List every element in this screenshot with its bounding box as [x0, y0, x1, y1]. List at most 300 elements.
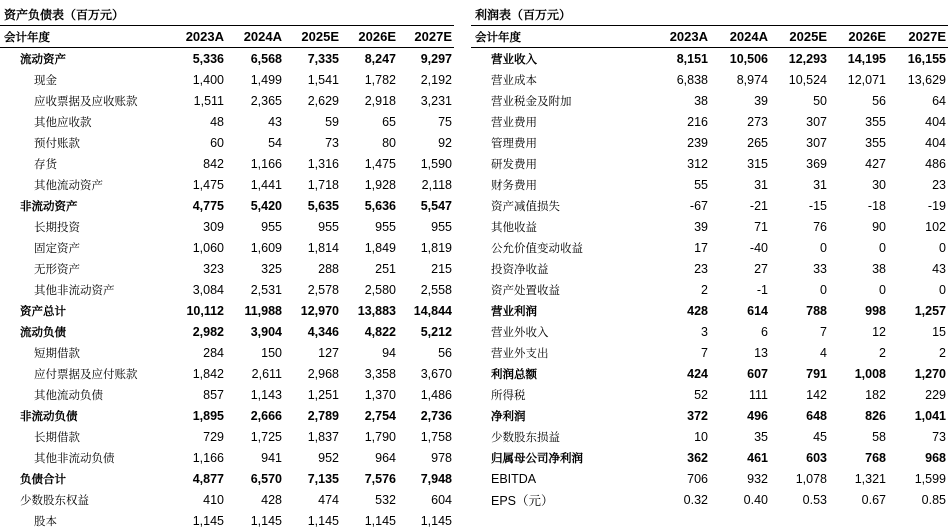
row-value: 6,568 [250, 51, 282, 66]
row-value: 842 [203, 156, 224, 171]
row-value: 65 [382, 114, 396, 129]
row-value: 1,475 [192, 177, 224, 192]
row-value: 39 [694, 219, 708, 234]
table-row [0, 237, 454, 258]
row-value: 1,782 [364, 72, 396, 87]
row-value: 23 [932, 177, 946, 192]
row-value: 1,251 [307, 387, 339, 402]
row-label: 非流动负债 [20, 408, 78, 423]
row-value: 955 [375, 219, 396, 234]
row-value: 355 [865, 114, 886, 129]
row-value: 0 [939, 282, 946, 297]
row-value: 12 [872, 324, 886, 339]
balance-sheet-title: 资产负债表（百万元） [0, 4, 454, 26]
row-value: 6,570 [250, 471, 282, 486]
row-label: 投资净收益 [491, 261, 549, 276]
row-value: 1,790 [364, 429, 396, 444]
row-value: 325 [261, 261, 282, 276]
table-row [471, 90, 948, 111]
row-value: 4,346 [307, 324, 339, 339]
row-value: 6 [761, 324, 768, 339]
row-value: 38 [694, 93, 708, 108]
row-value: 323 [203, 261, 224, 276]
row-label: 其他应收款 [34, 114, 92, 129]
row-value: 1,758 [420, 429, 452, 444]
column-header-label: 会计年度 [471, 26, 654, 48]
row-value: 7,135 [307, 471, 339, 486]
row-value: 15 [932, 324, 946, 339]
row-value: 273 [747, 114, 768, 129]
row-value: 10,112 [186, 303, 224, 318]
row-value: 410 [203, 492, 224, 507]
row-value: 5,336 [192, 51, 224, 66]
row-value: 12,970 [300, 303, 339, 318]
row-label: 短期借款 [34, 345, 80, 360]
row-value: -1 [756, 282, 768, 297]
row-value: 532 [375, 492, 396, 507]
row-value: 648 [806, 408, 827, 423]
row-value: 826 [865, 408, 886, 423]
row-value: -19 [927, 198, 946, 213]
row-value: 315 [747, 156, 768, 171]
row-value: 23 [694, 261, 708, 276]
row-value: 56 [438, 345, 452, 360]
row-value: -21 [749, 198, 768, 213]
row-value: 2,918 [364, 93, 396, 108]
row-value: 0 [820, 240, 827, 255]
row-value: -67 [689, 198, 708, 213]
row-label: 少数股东权益 [20, 492, 89, 507]
row-value: 2 [701, 282, 708, 297]
row-value: 0.40 [743, 492, 768, 507]
row-value: 229 [925, 387, 946, 402]
table-row [0, 426, 454, 447]
income-statement-table [471, 26, 948, 510]
row-label: 非流动资产 [20, 198, 78, 213]
row-value: 369 [806, 156, 827, 171]
row-value: 10,524 [788, 72, 827, 87]
row-value: 372 [687, 408, 708, 423]
row-value: 2,968 [307, 366, 339, 381]
column-header-year: 2027E [398, 26, 454, 48]
row-value: 30 [872, 177, 886, 192]
table-row [0, 69, 454, 90]
row-value: 2,578 [307, 282, 339, 297]
table-row [0, 405, 454, 426]
row-value: 0.53 [802, 492, 827, 507]
column-header-year: 2023A [654, 26, 710, 48]
row-label: 其他收益 [491, 219, 537, 234]
row-value: 964 [375, 450, 396, 465]
row-value: 2 [879, 345, 886, 360]
row-value: 998 [865, 303, 886, 318]
row-value: 614 [747, 303, 768, 318]
row-value: 4,822 [364, 324, 396, 339]
column-header-label: 会计年度 [0, 26, 170, 48]
table-row [0, 111, 454, 132]
table-row [471, 279, 948, 300]
row-value: 50 [813, 93, 827, 108]
row-value: 1,725 [250, 429, 282, 444]
row-value: 8,247 [364, 51, 396, 66]
row-value: 1,078 [795, 471, 827, 486]
row-value: 4,775 [192, 198, 224, 213]
row-value: 5,547 [420, 198, 452, 213]
row-label: 营业外支出 [491, 345, 549, 360]
row-value: 3,084 [192, 282, 224, 297]
table-row [471, 174, 948, 195]
row-value: 142 [806, 387, 827, 402]
row-label: 资产总计 [20, 303, 66, 318]
row-label: 研发费用 [491, 156, 537, 171]
row-value: 239 [687, 135, 708, 150]
row-value: 60 [210, 135, 224, 150]
row-value: 1,145 [250, 513, 282, 528]
row-label: 资产处置收益 [491, 282, 560, 297]
income-statement-title: 利润表（百万元） [471, 4, 948, 26]
table-row [0, 384, 454, 405]
row-value: 428 [261, 492, 282, 507]
row-value: 1,837 [307, 429, 339, 444]
row-value: 1,257 [914, 303, 946, 318]
table-row [471, 48, 948, 70]
row-value: 58 [872, 429, 886, 444]
row-label: 营业费用 [491, 114, 537, 129]
row-value: 284 [203, 345, 224, 360]
row-label: 现金 [34, 72, 57, 87]
row-value: 2,736 [420, 408, 452, 423]
row-value: 1,895 [192, 408, 224, 423]
row-value: 1,145 [192, 513, 224, 528]
row-value: 54 [268, 135, 282, 150]
row-value: 3,904 [250, 324, 282, 339]
row-value: 428 [687, 303, 708, 318]
row-value: 1,400 [192, 72, 224, 87]
column-header-year: 2025E [284, 26, 341, 48]
row-value: 75 [438, 114, 452, 129]
row-label: 无形资产 [34, 261, 80, 276]
row-value: 307 [806, 114, 827, 129]
row-value: 1,270 [914, 366, 946, 381]
row-label: 营业收入 [491, 51, 537, 66]
row-value: 80 [382, 135, 396, 150]
row-value: 7,335 [307, 51, 339, 66]
row-value: 788 [806, 303, 827, 318]
row-value: 14,195 [847, 51, 886, 66]
row-label: 存货 [34, 156, 57, 171]
row-value: 288 [318, 261, 339, 276]
row-label: 营业税金及附加 [491, 93, 572, 108]
row-value: 2,789 [307, 408, 339, 423]
table-row [471, 69, 948, 90]
table-row [0, 489, 454, 510]
row-value: 7 [701, 345, 708, 360]
row-value: 216 [687, 114, 708, 129]
row-value: 952 [318, 450, 339, 465]
row-value: 1,441 [250, 177, 282, 192]
row-value: 604 [431, 492, 452, 507]
header-row [471, 26, 948, 48]
row-value: -15 [808, 198, 827, 213]
table-row [471, 342, 948, 363]
row-value: 607 [747, 366, 768, 381]
row-label: 公允价值变动收益 [491, 240, 583, 255]
table-row [471, 300, 948, 321]
row-value: 35 [754, 429, 768, 444]
table-row [0, 447, 454, 468]
row-label: 营业外收入 [491, 324, 549, 339]
row-value: 55 [694, 177, 708, 192]
row-value: 1,609 [250, 240, 282, 255]
table-row [471, 321, 948, 342]
table-row [471, 384, 948, 405]
table-row [471, 258, 948, 279]
row-value: 2,365 [250, 93, 282, 108]
row-value: 265 [747, 135, 768, 150]
row-value: 496 [747, 408, 768, 423]
row-label: 流动资产 [20, 51, 66, 66]
table-row [471, 216, 948, 237]
column-header-year: 2023A [170, 26, 226, 48]
row-value: 1,599 [914, 471, 946, 486]
row-value: 2,982 [192, 324, 224, 339]
row-value: 362 [687, 450, 708, 465]
row-label: 负债合计 [20, 471, 66, 486]
row-value: 1,718 [307, 177, 339, 192]
row-value: 1,541 [307, 72, 339, 87]
row-value: 7 [820, 324, 827, 339]
row-value: 17 [694, 240, 708, 255]
row-value: 955 [318, 219, 339, 234]
row-label: 资产减值损失 [491, 198, 560, 213]
row-value: 932 [747, 471, 768, 486]
header-row [0, 26, 454, 48]
table-row [0, 510, 454, 531]
row-label: 长期投资 [34, 219, 80, 234]
row-value: 1,008 [854, 366, 886, 381]
row-value: 404 [925, 114, 946, 129]
row-value: 94 [382, 345, 396, 360]
row-value: 71 [754, 219, 768, 234]
row-value: 39 [754, 93, 768, 108]
row-value: 73 [932, 429, 946, 444]
balance-sheet-table [0, 26, 454, 531]
row-value: 1,316 [307, 156, 339, 171]
row-value: 27 [754, 261, 768, 276]
income-statement-panel [471, 4, 948, 510]
balance-sheet-panel [0, 4, 454, 531]
table-row [471, 447, 948, 468]
row-value: 127 [318, 345, 339, 360]
row-value: 4 [820, 345, 827, 360]
row-value: 355 [865, 135, 886, 150]
column-header-year: 2025E [770, 26, 829, 48]
row-value: 0.67 [861, 492, 886, 507]
row-value: 941 [261, 450, 282, 465]
row-value: 1,849 [364, 240, 396, 255]
row-value: 13,883 [357, 303, 396, 318]
row-value: 1,842 [192, 366, 224, 381]
row-label: 所得税 [491, 387, 526, 402]
row-value: 150 [261, 345, 282, 360]
table-row [0, 174, 454, 195]
row-value: 2,666 [250, 408, 282, 423]
row-value: 182 [865, 387, 886, 402]
row-value: 52 [694, 387, 708, 402]
table-row [0, 342, 454, 363]
row-value: 14,844 [413, 303, 452, 318]
row-value: 33 [813, 261, 827, 276]
row-value: 791 [806, 366, 827, 381]
row-label: 少数股东损益 [491, 429, 560, 444]
row-value: 2,611 [251, 366, 282, 381]
column-header-year: 2026E [829, 26, 888, 48]
row-value: 2,629 [307, 93, 339, 108]
row-value: 1,143 [250, 387, 282, 402]
row-value: 43 [268, 114, 282, 129]
row-value: 31 [813, 177, 827, 192]
row-value: 3,358 [364, 366, 396, 381]
table-row [0, 195, 454, 216]
row-label: EBITDA [491, 471, 537, 486]
row-value: 427 [865, 156, 886, 171]
column-header-year: 2026E [341, 26, 398, 48]
row-label: 利润总额 [491, 366, 537, 381]
row-value: 1,166 [192, 450, 224, 465]
row-value: 12,071 [847, 72, 886, 87]
row-value: 59 [325, 114, 339, 129]
table-row [471, 195, 948, 216]
table-row [471, 363, 948, 384]
row-value: 461 [747, 450, 768, 465]
row-value: 474 [318, 492, 339, 507]
table-row [471, 237, 948, 258]
row-value: 1,814 [307, 240, 339, 255]
row-value: 2,580 [364, 282, 396, 297]
row-value: 13,629 [907, 72, 946, 87]
row-label: EPS（元） [491, 493, 554, 508]
row-value: 1,486 [420, 387, 452, 402]
row-value: 7,576 [364, 471, 396, 486]
row-value: 102 [925, 219, 946, 234]
row-value: 307 [806, 135, 827, 150]
row-value: -18 [867, 198, 886, 213]
row-value: 1,819 [420, 240, 452, 255]
row-value: 2,531 [250, 282, 282, 297]
row-value: 11,988 [244, 303, 282, 318]
table-row [471, 426, 948, 447]
row-value: 706 [687, 471, 708, 486]
row-value: 1,370 [364, 387, 396, 402]
row-value: 9,297 [420, 51, 452, 66]
table-row [0, 153, 454, 174]
row-value: 16,155 [907, 51, 946, 66]
row-label: 固定资产 [34, 240, 80, 255]
row-value: 10 [694, 429, 708, 444]
row-label: 预付账款 [34, 135, 80, 150]
row-value: 0.32 [683, 492, 708, 507]
row-value: 309 [203, 219, 224, 234]
row-value: 768 [865, 450, 886, 465]
row-value: 5,635 [307, 198, 339, 213]
row-label: 归属母公司净利润 [491, 450, 583, 465]
row-label: 股本 [34, 513, 57, 528]
row-value: 1,475 [364, 156, 396, 171]
column-header-year: 2027E [888, 26, 948, 48]
row-value: 215 [431, 261, 452, 276]
row-value: 92 [438, 135, 452, 150]
row-value: 404 [925, 135, 946, 150]
table-row [0, 321, 454, 342]
table-row [0, 90, 454, 111]
row-label: 其他流动资产 [34, 177, 103, 192]
row-value: 1,499 [250, 72, 282, 87]
row-value: 2,192 [420, 72, 452, 87]
row-value: 0 [820, 282, 827, 297]
table-row [471, 468, 948, 489]
row-label: 其他非流动负债 [34, 450, 115, 465]
row-value: 5,420 [250, 198, 282, 213]
row-value: 955 [431, 219, 452, 234]
row-value: 1,511 [193, 93, 224, 108]
table-row [471, 132, 948, 153]
row-value: 1,321 [854, 471, 886, 486]
row-value: 2,558 [420, 282, 452, 297]
row-value: 111 [748, 387, 768, 402]
row-value: 73 [325, 135, 339, 150]
row-label: 营业成本 [491, 72, 537, 87]
row-value: 90 [872, 219, 886, 234]
row-value: 1,145 [307, 513, 339, 528]
row-value: 3,670 [420, 366, 452, 381]
row-value: 3,231 [420, 93, 452, 108]
table-row [0, 48, 454, 70]
row-value: 1,166 [250, 156, 282, 171]
row-value: 1,145 [420, 513, 452, 528]
row-value: 312 [687, 156, 708, 171]
row-value: 6,838 [676, 72, 708, 87]
row-value: 1,060 [192, 240, 224, 255]
row-value: 978 [431, 450, 452, 465]
table-row [471, 405, 948, 426]
row-value: -40 [749, 240, 768, 255]
table-row [471, 489, 948, 510]
column-header-year: 2024A [710, 26, 770, 48]
row-value: 0 [939, 240, 946, 255]
row-value: 7,948 [420, 471, 452, 486]
row-value: 76 [813, 219, 827, 234]
table-row [0, 132, 454, 153]
row-value: 4,877 [192, 471, 224, 486]
row-value: 857 [203, 387, 224, 402]
column-header-year: 2024A [226, 26, 284, 48]
row-value: 3 [701, 324, 708, 339]
table-row [0, 279, 454, 300]
row-value: 2,118 [421, 177, 452, 192]
row-label: 净利润 [491, 408, 526, 423]
row-value: 13 [754, 345, 768, 360]
row-label: 长期借款 [34, 429, 80, 444]
row-label: 应付票据及应付账款 [34, 366, 138, 381]
table-row [471, 111, 948, 132]
row-value: 31 [754, 177, 768, 192]
row-label: 流动负债 [20, 324, 66, 339]
row-value: 56 [872, 93, 886, 108]
row-label: 营业利润 [491, 303, 537, 318]
row-label: 财务费用 [491, 177, 537, 192]
row-value: 603 [806, 450, 827, 465]
row-label: 其他流动负债 [34, 387, 103, 402]
